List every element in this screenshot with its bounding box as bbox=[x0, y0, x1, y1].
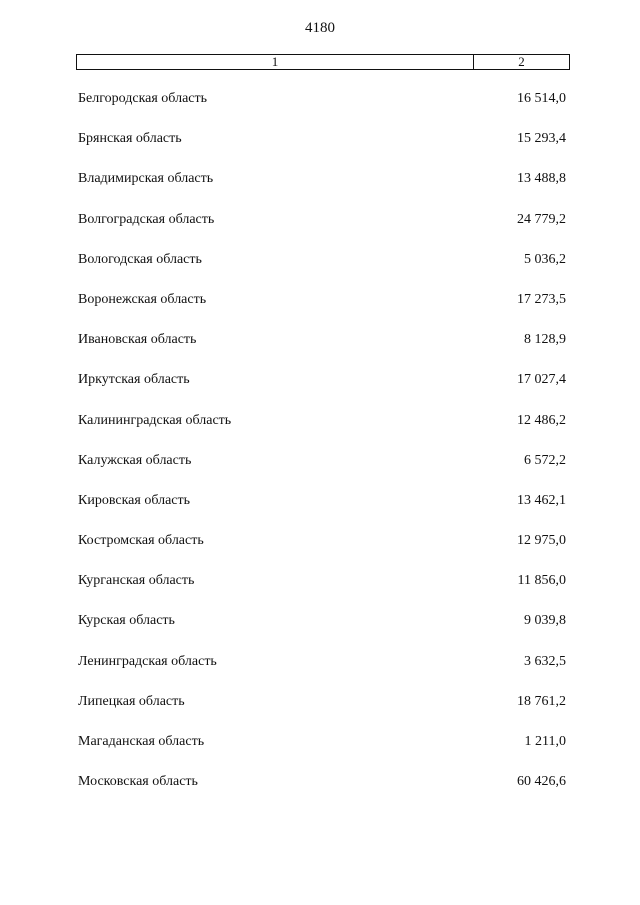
table-row bbox=[78, 211, 566, 251]
region-name: Иркутская область bbox=[78, 372, 190, 388]
region-value: 17 027,4 bbox=[517, 372, 566, 388]
region-value: 16 514,0 bbox=[517, 91, 566, 106]
region-name: Калининградская область bbox=[78, 412, 232, 428]
table-row bbox=[78, 452, 566, 492]
region-value: 9 039,8 bbox=[524, 613, 566, 629]
table-row bbox=[78, 130, 566, 170]
table-row bbox=[78, 90, 566, 130]
table-body bbox=[78, 90, 566, 813]
region-name: Белгородская область bbox=[78, 91, 208, 106]
region-value: 5 036,2 bbox=[524, 251, 566, 267]
region-value: 8 128,9 bbox=[524, 332, 566, 348]
region-name: Кировская область bbox=[78, 492, 191, 508]
region-value: 24 779,2 bbox=[517, 211, 566, 227]
region-name: Костромская область bbox=[78, 533, 204, 549]
table-row bbox=[78, 492, 566, 532]
region-value: 12 486,2 bbox=[517, 412, 566, 428]
region-value: 60 426,6 bbox=[517, 774, 566, 790]
region-name: Курганская область bbox=[78, 573, 195, 589]
table-row bbox=[78, 532, 566, 572]
region-name: Ленинградская область bbox=[78, 653, 217, 669]
region-name: Магаданская область bbox=[78, 734, 205, 749]
region-value: 6 572,2 bbox=[524, 452, 566, 468]
table-row bbox=[78, 371, 566, 411]
page-number: 4180 bbox=[305, 20, 335, 36]
region-name: Волгоградская область bbox=[78, 211, 215, 227]
table-row bbox=[78, 693, 566, 733]
region-name: Владимирская область bbox=[78, 171, 214, 187]
table-row bbox=[78, 773, 566, 813]
region-name: Воронежская область bbox=[78, 291, 207, 307]
table-row bbox=[78, 733, 566, 773]
table-header-col1: 1 bbox=[77, 55, 474, 69]
region-value: 13 462,1 bbox=[517, 492, 566, 508]
region-name: Липецкая область bbox=[78, 693, 185, 709]
table-header bbox=[76, 54, 570, 70]
region-value: 12 975,0 bbox=[517, 533, 566, 549]
region-value: 11 856,0 bbox=[517, 573, 566, 589]
region-name: Московская область bbox=[78, 774, 198, 790]
table-row bbox=[78, 612, 566, 652]
table-row bbox=[78, 251, 566, 291]
table-row bbox=[78, 412, 566, 452]
region-value: 3 632,5 bbox=[524, 653, 566, 669]
table-header-col2: 2 bbox=[518, 54, 525, 69]
region-name: Ивановская область bbox=[78, 332, 197, 348]
table-row bbox=[78, 291, 566, 331]
region-name: Курская область bbox=[78, 613, 175, 629]
region-value: 18 761,2 bbox=[517, 693, 566, 709]
table-row bbox=[78, 653, 566, 693]
region-name: Калужская область bbox=[78, 452, 192, 468]
table-row bbox=[78, 170, 566, 210]
table-row bbox=[78, 572, 566, 612]
region-value: 13 488,8 bbox=[517, 171, 566, 187]
region-value: 15 293,4 bbox=[517, 131, 566, 147]
region-name: Брянская область bbox=[78, 131, 182, 147]
table-row bbox=[78, 331, 566, 371]
region-value: 17 273,5 bbox=[517, 291, 566, 307]
region-value: 1 211,0 bbox=[524, 734, 566, 749]
region-name: Вологодская область bbox=[78, 251, 202, 267]
